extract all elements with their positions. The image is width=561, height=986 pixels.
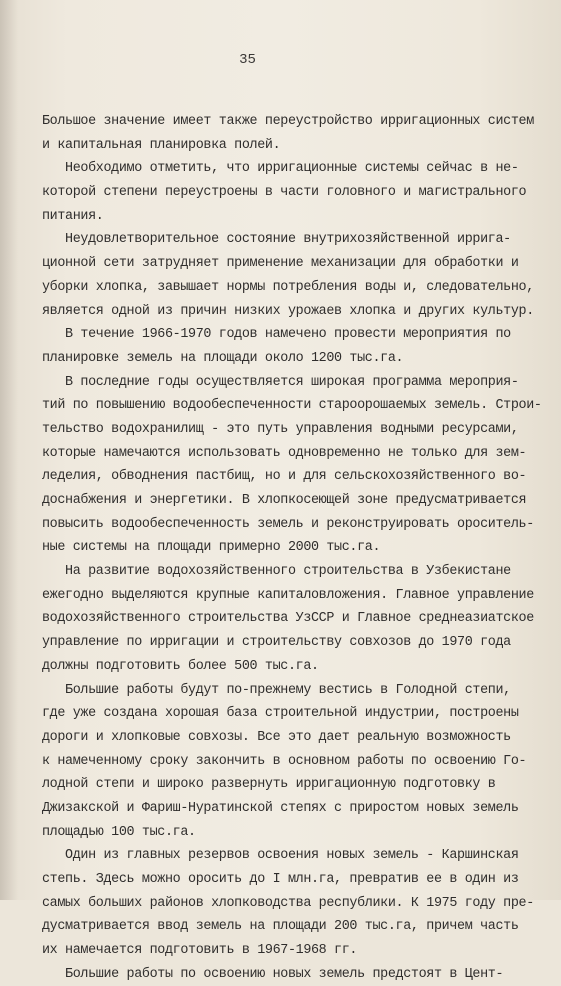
page-number: 35 [239, 52, 256, 68]
text-line: планировке земель на площади около 1200 тыс.га. [42, 350, 404, 366]
text-line: В течение 1966-1970 годов намечено провести мероприятия по [42, 327, 511, 343]
text-line: их намечается подготовить в 1967-1968 гг. [42, 943, 358, 959]
text-line: площадью 100 тыс.га. [42, 824, 196, 840]
text-line: лодной степи и широко развернуть ирригационную подготовку в [42, 777, 496, 793]
text-line: Необходимо отметить, что ирригационные системы сейчас в не- [42, 161, 519, 177]
text-line: На развитие водохозяйственного строительства в Узбекистане [42, 564, 511, 580]
text-line: управление по ирригации и строительству совхозов до 1970 года [42, 635, 511, 651]
text-line: повысить водообеспеченность земель и реконструировать ороситель- [42, 516, 534, 532]
text-line: является одной из причин низких урожаев хлопка и других культур. [42, 303, 534, 319]
text-line: ные системы на площади примерно 2000 тыс.га. [42, 540, 381, 556]
text-line: должны подготовить более 500 тыс.га. [42, 658, 319, 674]
body-text [42, 110, 542, 986]
text-line: леделия, обводнения пастбищ, но и для сельскохозяйственного во- [42, 469, 527, 485]
text-line: степь. Здесь можно оросить до I млн.га, превратив ее в один из [42, 872, 519, 887]
text-line: Большие работы будут по-прежнему вестись в Голодной степи, [42, 682, 511, 698]
text-line: Неудовлетворительное состояние внутрихозяйственной ирригa- [42, 232, 511, 248]
page-binding-shadow [0, 0, 18, 900]
text-line: где уже создана хорошая база строительной индустрии, построены [42, 706, 519, 722]
text-line: уборки хлопка, завышает нормы потребления воды и, следовательно, [42, 279, 534, 295]
text-line: питания. [42, 208, 104, 224]
text-line: водохозяйственного строительства УзССР и Главное среднеазиатское [42, 611, 534, 627]
text-line: ционной сети затрудняет применение механизации для обработки и [42, 256, 519, 272]
text-line: В последние годы осуществляется широкая программа мероприя- [42, 374, 519, 390]
text-line: ежегодно выделяются крупные капиталовложения. Главное управление [42, 587, 534, 603]
text-line: тий по повышению водообеспеченности староорошаемых земель. Строи- [42, 398, 542, 414]
text-line: Джизакской и Фариш-Нуратинской степях с приростом новых земель [42, 800, 519, 816]
text-line: которые намечаются использовать одновременно не только для зем- [42, 445, 527, 461]
text-line: доснабжения и энергетики. В хлопкосеющей зоне предусматривается [42, 493, 527, 508]
text-line: дусматривается ввод земель на площади 200 тыс.га, причем часть [42, 919, 519, 935]
text-line: к намеченному сроку закончить в основном работы по освоению Го- [42, 753, 527, 769]
text-line: тельство водохранилищ - это путь управления водными ресурсами, [42, 421, 519, 437]
text-line: которой степени переустроены в части головного и магистрального [42, 185, 527, 201]
text-line: Большие работы по освоению новых земель предстоят в Цент- [42, 966, 504, 982]
text-line: самых больших районов хлопководства республики. К 1975 году пре- [42, 895, 534, 911]
text-line: дороги и хлопковые совхозы. Все это дает реальную возможность [42, 729, 511, 745]
text-line: и капитальная планировка полей. [42, 137, 281, 153]
text-line: Один из главных резервов освоения новых земель - Каршинская [42, 848, 519, 864]
text-line: Большое значение имеет также переустройство ирригационных систем [42, 114, 534, 129]
